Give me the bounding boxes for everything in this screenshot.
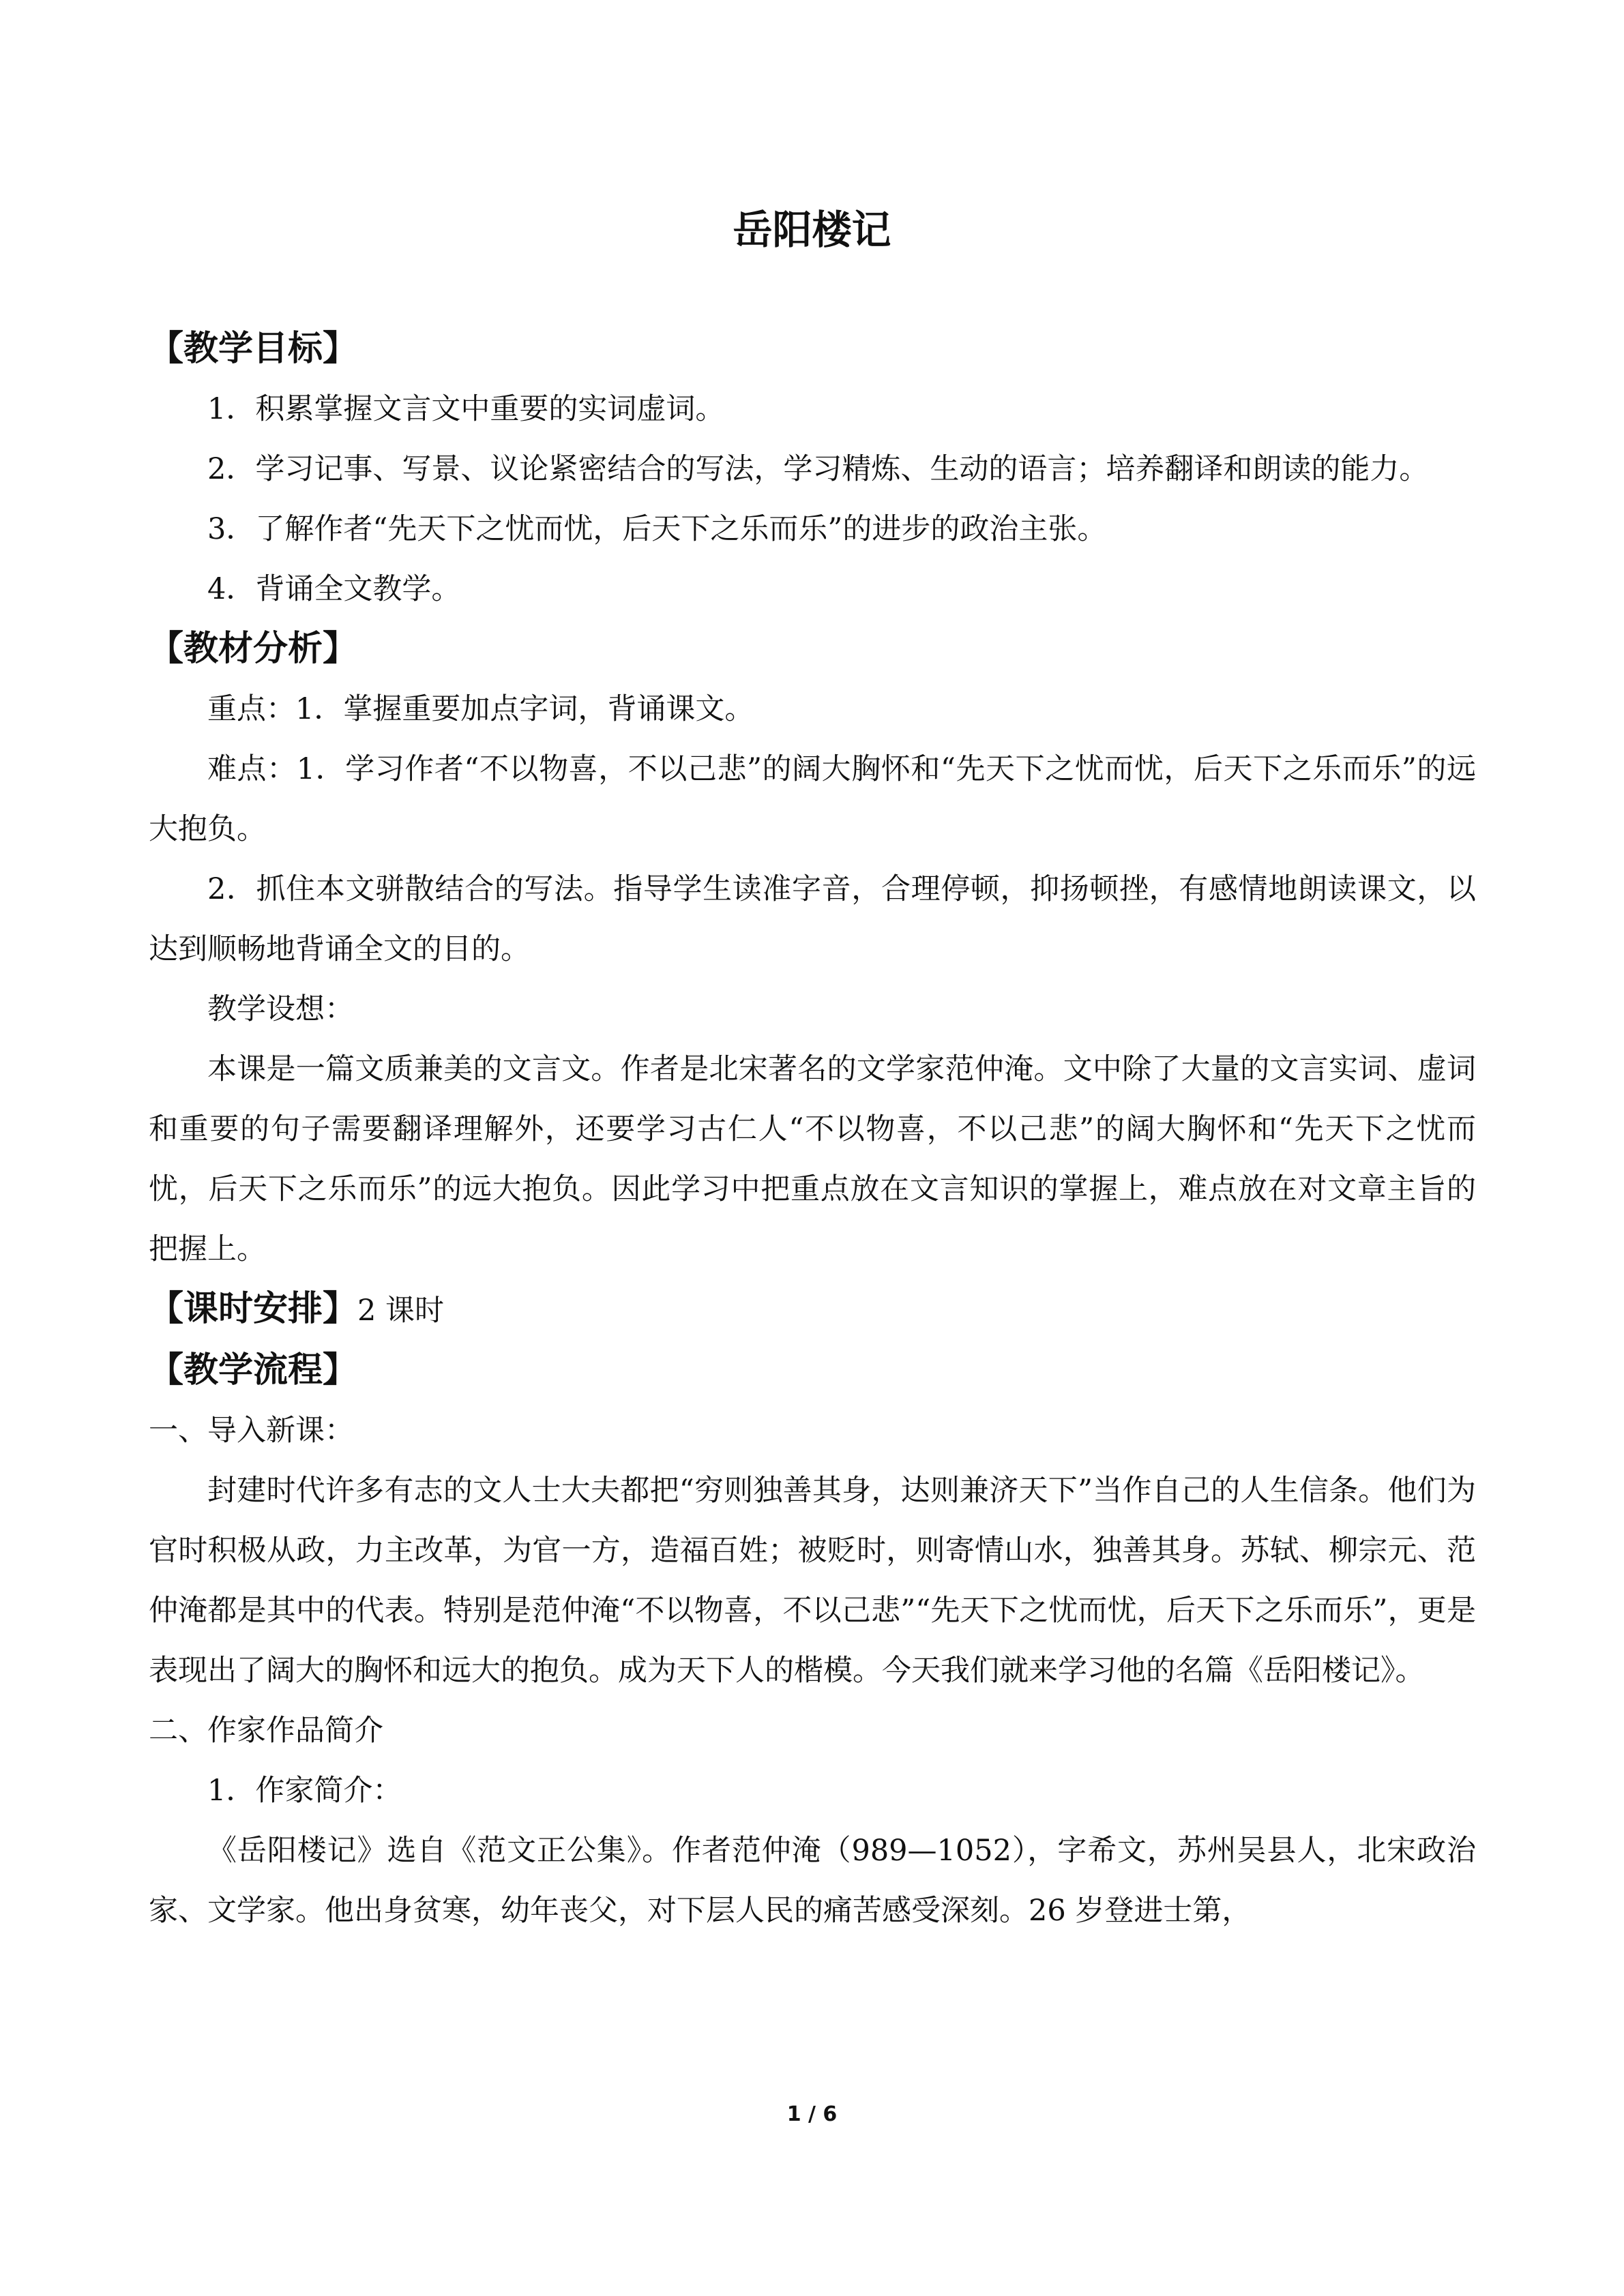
- teaching-concept-label: 教学设想：: [207, 992, 354, 1026]
- teaching-concept-text: 本课是一篇文质兼美的文言文。作者是北宋著名的文学家范仲淹。文中除了大量的文言实词、虚词和重要的句子需要翻译理解外，还要学习古仁人“不以物喜，不以己悲”的阔大胸怀和“先天下之忧而忧，后天下之乐而乐”的远大抱负。因此学习中把重点放在文言知识的掌握上，难点放在对文章主旨的把握上。: [149, 1052, 1476, 1266]
- document-body: [149, 319, 1476, 1941]
- schedule-heading-text: 【课时安排】: [149, 1289, 358, 1329]
- objective-item: 1．积累掌握文言文中重要的实词虚词。: [207, 392, 725, 426]
- analysis-difficulty-2: 2．抓住本文骈散结合的写法。指导学生读准字音，合理停顿，抑扬顿挫，有感情地朗读课文，以达到顺畅地背诵全文的目的。: [149, 872, 1476, 966]
- section-heading-objectives: 【教学目标】: [149, 329, 358, 369]
- process-step-title: 二、作家作品简介: [149, 1714, 383, 1748]
- analysis-key-point: 重点：1．掌握重要加点字词，背诵课文。: [207, 692, 754, 726]
- process-step-text: 《岳阳楼记》选自《范文正公集》。作者范仲淹（989—1052），字希文，苏州吴县人，北宋政治家、文学家。他出身贫寒，幼年丧父，对下层人民的痛苦感受深刻。26 岁登进士第，: [149, 1834, 1476, 1928]
- objective-item: 2．学习记事、写景、议论紧密结合的写法，学习精炼、生动的语言；培养翻译和朗读的能力。: [207, 452, 1429, 486]
- process-step-text: 封建时代许多有志的文人士大夫都把“穷则独善其身，达则兼济天下”当作自己的人生信条。他们为官时积极从政，力主改革，为官一方，造福百姓；被贬时，则寄情山水，独善其身。苏轼、柳宗元、范仲淹都是其中的代表。特别是范仲淹“不以物喜，不以己悲”“先天下之忧而忧，后天下之乐而乐”，更是表现出了阔大的胸怀和远大的抱负。成为天下人的楷模。今天我们就来学习他的名篇《岳阳楼记》。: [149, 1474, 1476, 1688]
- section-heading-process: 【教学流程】: [149, 1350, 358, 1390]
- section-heading-schedule: [149, 1279, 1476, 1341]
- analysis-difficulty-1: 难点：1．学习作者“不以物喜，不以己悲”的阔大胸怀和“先天下之忧而忧，后天下之乐而乐”的远大抱负。: [149, 752, 1476, 846]
- objective-item: 4．背诵全文教学。: [207, 572, 461, 606]
- section-heading-analysis: 【教材分析】: [149, 629, 358, 669]
- page-number: 1 / 6: [786, 2102, 838, 2126]
- objective-item: 3．了解作者“先天下之忧而忧，后天下之乐而乐”的进步的政治主张。: [207, 512, 1107, 546]
- document-title: 岳阳楼记: [733, 207, 891, 253]
- process-step-title: 一、导入新课：: [149, 1414, 354, 1448]
- schedule-value: 2 课时: [357, 1294, 445, 1328]
- process-substep-title: 1．作家简介：: [207, 1774, 402, 1808]
